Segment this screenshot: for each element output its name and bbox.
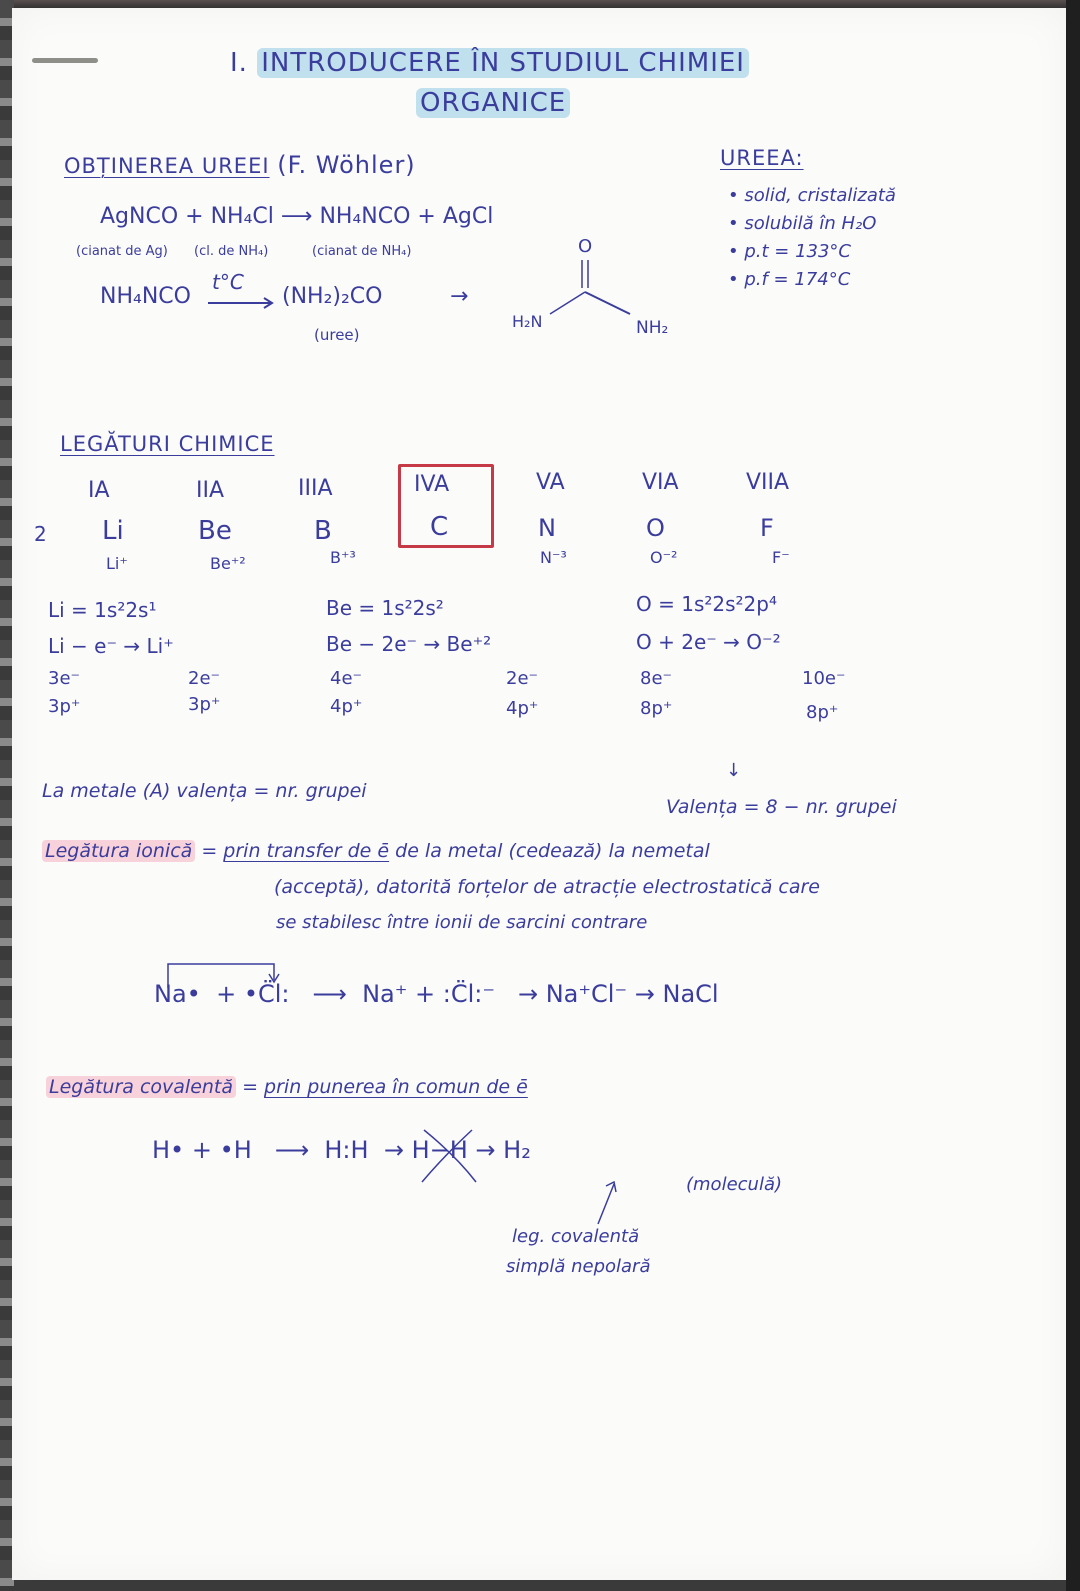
o-protons-after: 8p⁺ bbox=[806, 702, 839, 723]
ion: O⁻² bbox=[650, 548, 678, 567]
o-protons-before: 8p⁺ bbox=[640, 698, 673, 719]
reactant2-note: (cl. de NH₄) bbox=[194, 244, 269, 259]
be-config: Be = 1s²2s² bbox=[326, 596, 444, 620]
covalent-bond-equation: H• + •H ⟶ H:H → H−H → H₂ bbox=[152, 1136, 531, 1164]
be-electrons-after: 2e⁻ bbox=[506, 668, 539, 689]
element: Li bbox=[102, 516, 124, 546]
be-protons-after: 4p⁺ bbox=[506, 698, 539, 719]
element: O bbox=[646, 514, 665, 542]
title-prefix: I. bbox=[230, 48, 248, 78]
period-label: 2 bbox=[34, 522, 47, 546]
page-title bbox=[230, 48, 749, 78]
reactant1-note: (cianat de Ag) bbox=[76, 244, 168, 259]
heat-arrow-icon bbox=[208, 296, 278, 310]
product1-note: (cianat de NH₄) bbox=[312, 244, 412, 259]
ion: Be⁺² bbox=[210, 554, 246, 573]
property-item: • solubilă în H₂O bbox=[728, 213, 877, 234]
page-title-line2: ORGANICE bbox=[416, 88, 570, 118]
ionic-bond-equation: Na• + •C̈l: ⟶ Na⁺ + :C̈l:⁻ → Na⁺Cl⁻ → NaCl bbox=[154, 980, 719, 1008]
photo-frame-right bbox=[1066, 0, 1080, 1591]
be-electrons-before: 4e⁻ bbox=[330, 668, 363, 689]
element: F bbox=[760, 514, 774, 542]
structure-left-group: H₂N bbox=[512, 312, 543, 331]
structure-arrow: → bbox=[450, 284, 469, 309]
valence-metals-rule: La metale (A) valența = nr. grupei bbox=[42, 780, 367, 802]
o-electrons-before: 8e⁻ bbox=[640, 668, 673, 689]
condition-label: t°C bbox=[212, 270, 244, 294]
ionic-bond-definition-line2: (acceptă), datorită forțelor de atracție electrostatică care bbox=[274, 876, 820, 898]
structure-oxygen: O bbox=[578, 236, 593, 257]
property-item: • p.t = 133°C bbox=[728, 241, 851, 262]
ionic-bond-definition-line1: Legătura ionică = prin transfer de ē de la metal (cedează) la nemetal bbox=[42, 840, 710, 862]
group-header: VIIA bbox=[746, 470, 790, 495]
o-electrons-after: 10e⁻ bbox=[802, 668, 846, 689]
ion: N⁻³ bbox=[540, 548, 567, 567]
be-reaction: Be − 2e⁻ → Be⁺² bbox=[326, 632, 492, 656]
group-header: IA bbox=[88, 478, 110, 503]
notebook-page bbox=[12, 8, 1066, 1580]
ion: F⁻ bbox=[772, 548, 790, 567]
annotation-arrow-icon bbox=[592, 1178, 622, 1228]
li-reaction: Li − e⁻ → Li⁺ bbox=[48, 634, 174, 658]
structure-right-group: NH₂ bbox=[636, 318, 669, 338]
covalent-annotation-line1: leg. covalentă bbox=[512, 1226, 640, 1247]
group-header: VA bbox=[536, 470, 565, 495]
down-arrow-icon: ↓ bbox=[726, 760, 742, 781]
covalent-bond-definition: Legătura covalentă = prin punerea în comun de ē bbox=[46, 1076, 528, 1098]
li-protons-after: 3p⁺ bbox=[188, 694, 221, 715]
li-config: Li = 1s²2s¹ bbox=[48, 598, 157, 622]
urea-note: (uree) bbox=[314, 326, 360, 344]
ion: Li⁺ bbox=[106, 554, 128, 573]
urea-properties-heading: UREEA: bbox=[720, 146, 804, 170]
group-header: IIA bbox=[196, 478, 225, 503]
li-protons-before: 3p⁺ bbox=[48, 696, 81, 717]
group-header: IIIA bbox=[298, 476, 333, 501]
chemical-bonds-heading: LEGĂTURI CHIMICE bbox=[60, 432, 275, 456]
covalent-bond-term: Legătura covalentă bbox=[46, 1076, 236, 1098]
urea-synthesis-heading: OBȚINEREA UREEI (F. Wöhler) bbox=[64, 151, 416, 179]
covalent-annotation-line2: simplă nepolară bbox=[506, 1256, 651, 1277]
ionic-bond-term: Legătura ionică bbox=[42, 840, 195, 862]
li-electrons-before: 3e⁻ bbox=[48, 668, 81, 689]
be-protons-before: 4p⁺ bbox=[330, 696, 363, 717]
ion: B⁺³ bbox=[330, 548, 356, 567]
group-header: VIA bbox=[642, 470, 679, 495]
o-reaction: O + 2e⁻ → O⁻² bbox=[636, 630, 781, 654]
group-header: IVA bbox=[414, 472, 450, 497]
reaction-1: AgNCO + NH₄Cl ⟶ NH₄NCO + AgCl bbox=[100, 204, 494, 229]
shared-electron-pair: H:H bbox=[324, 1136, 369, 1164]
title-line1: INTRODUCERE ÎN STUDIUL CHIMIEI bbox=[257, 48, 749, 78]
valence-nonmetals-rule: Valența = 8 − nr. grupei bbox=[666, 796, 897, 818]
orbital-overlap-icon bbox=[416, 1126, 486, 1186]
o-config: O = 1s²2s²2p⁴ bbox=[636, 592, 777, 616]
urea-formula: (NH₂)₂CO bbox=[282, 284, 383, 309]
margin-dash bbox=[32, 58, 98, 63]
urea-properties-list bbox=[728, 182, 896, 294]
li-electrons-after: 2e⁻ bbox=[188, 668, 221, 689]
element: C bbox=[430, 512, 449, 542]
element: B bbox=[314, 516, 332, 546]
property-item: • solid, cristalizată bbox=[728, 185, 896, 206]
element: Be bbox=[198, 516, 232, 546]
reaction-2: NH₄NCO bbox=[100, 284, 191, 309]
ionic-bond-definition-line3: se stabilesc între ionii de sarcini contrare bbox=[276, 912, 648, 933]
molecule-note: (moleculă) bbox=[686, 1174, 783, 1195]
element: N bbox=[538, 514, 556, 542]
property-item: • p.f = 174°C bbox=[728, 269, 851, 290]
